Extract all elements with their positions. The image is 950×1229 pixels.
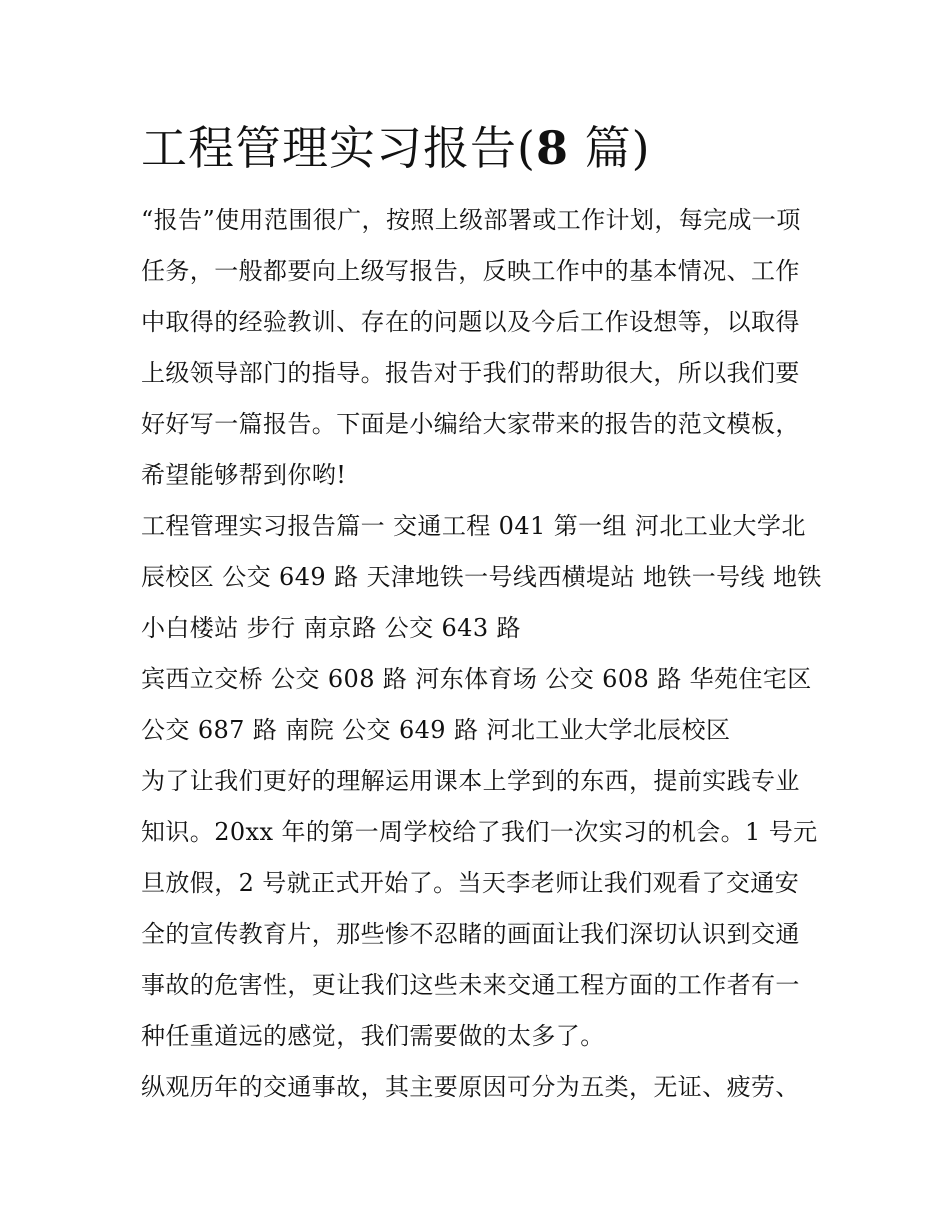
text-line: “报告”使用范围很广，按照上级部署或工作计划，每完成一项 xyxy=(141,206,801,234)
text-line: 辰校区 公交 649 路 天津地铁一号线西横堤站 地铁一号线 地铁 xyxy=(141,563,822,591)
text-line: 宾西立交桥 公交 608 路 河东体育场 公交 608 路 华苑住宅区 xyxy=(141,665,812,693)
text-line: 希望能够帮到你哟! xyxy=(141,461,347,489)
text-line: 好好写一篇报告。下面是小编给大家带来的报告的范文模板， xyxy=(141,410,800,438)
text-line: 事故的危害性，更让我们这些未来交通工程方面的工作者有一 xyxy=(141,971,800,999)
text-line: 纵观历年的交通事故，其主要原因可分为五类，无证、疲劳、 xyxy=(141,1073,800,1101)
text-line: 种任重道远的感觉，我们需要做的太多了。 xyxy=(141,1022,605,1050)
text-line: 工程管理实习报告篇一 交通工程 041 第一组 河北工业大学北 xyxy=(141,512,806,540)
text-line: 为了让我们更好的理解运用课本上学到的东西，提前实践专业 xyxy=(141,767,800,795)
text-line: 中取得的经验教训、存在的问题以及今后工作设想等，以取得 xyxy=(141,308,800,336)
text-line: 旦放假，2 号就正式开始了。当天李老师让我们观看了交通安 xyxy=(141,869,800,897)
title-suffix: 篇) xyxy=(568,121,651,175)
text-line: 小白楼站 步行 南京路 公交 643 路 xyxy=(141,614,521,642)
text-line: 任务，一般都要向上级写报告，反映工作中的基本情况、工作 xyxy=(141,257,800,285)
text-line: 上级领导部门的指导。报告对于我们的帮助很大，所以我们要 xyxy=(141,359,800,387)
text-line: 公交 687 路 南院 公交 649 路 河北工业大学北辰校区 xyxy=(141,716,731,744)
page-title xyxy=(141,118,651,178)
text-line: 知识。20xx 年的第一周学校给了我们一次实习的机会。1 号元 xyxy=(141,818,818,846)
title-number: 8 xyxy=(535,121,569,175)
text-line: 全的宣传教育片，那些惨不忍睹的画面让我们深切认识到交通 xyxy=(141,920,800,948)
title-text: 工程管理实习报告( xyxy=(141,121,536,175)
